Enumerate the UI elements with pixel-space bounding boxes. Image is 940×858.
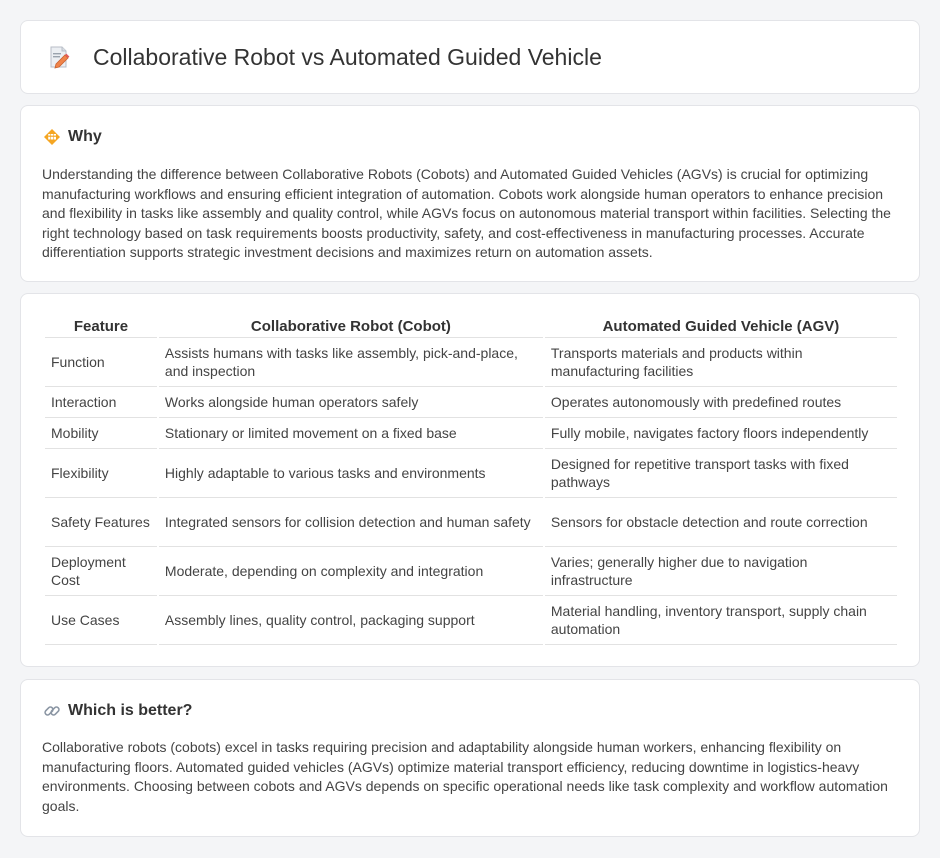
header-feature: Feature [45,316,157,338]
row-cobot: Highly adaptable to various tasks and environments [159,449,543,498]
row-agv: Operates autonomously with predefined routes [545,387,897,418]
row-agv: Varies; generally higher due to navigation infrastructure [545,547,897,596]
better-heading: Which is better? [68,702,193,719]
table-row [45,449,897,498]
header-cobot: Collaborative Robot (Cobot) [159,316,543,338]
row-feature: Deployment Cost [45,547,157,596]
title-card [20,20,920,94]
row-cobot: Assists humans with tasks like assembly, pick-and-place, and inspection [159,338,543,387]
row-agv: Fully mobile, navigates factory floors independently [545,418,897,449]
which-better-section [20,679,920,837]
row-agv: Transports materials and products within manufacturing facilities [545,338,897,387]
better-header [43,702,192,720]
row-feature: Interaction [45,387,157,418]
header-agv: Automated Guided Vehicle (AGV) [545,316,897,338]
why-paragraph: Understanding the difference between Collaborative Robots (Cobots) and Automated Guided Vehicles (AGVs) is crucial for optimizing manufacturing workflows and ensuring efficient integration of automation. Cobots work alongside human operators to enhance precision and flexibility in tasks like assembly and quality control, while AGVs focus on autonomous material transport within facilities. Selecting the right technology based on task requirements boosts productivity, safety, and cost-effectiveness in manufacturing processes. Accurate differentiation supports strategic investment decisions and maximizes return on automation assets. [42,166,891,261]
table-row [45,338,897,387]
row-feature: Use Cases [45,596,157,645]
table-row [45,387,897,418]
row-agv: Material handling, inventory transport, supply chain automation [545,596,897,645]
row-feature: Flexibility [45,449,157,498]
why-section [20,105,920,282]
warning-diamond-icon [43,128,61,146]
table-row [45,498,897,547]
row-feature: Function [45,338,157,387]
document-pencil-icon [47,45,71,69]
row-cobot: Works alongside human operators safely [159,387,543,418]
link-icon [43,702,61,720]
row-cobot: Moderate, depending on complexity and integration [159,547,543,596]
page-title: Collaborative Robot vs Automated Guided Vehicle [93,43,602,70]
comparison-table [43,316,899,645]
row-feature: Safety Features [45,498,157,547]
why-heading: Why [68,128,102,145]
table-header-row [45,316,897,338]
row-agv: Designed for repetitive transport tasks with fixed pathways [545,449,897,498]
better-paragraph: Collaborative robots (cobots) excel in tasks requiring precision and adaptability alongside human workers, enhancing flexibility on manufacturing floors. Automated guided vehicles (AGVs) optimize material transport efficiency, reducing downtime in logistics-heavy environments. Choosing between cobots and AGVs depends on specific operational needs like task complexity and workflow automation goals. [42,739,888,814]
row-feature: Mobility [45,418,157,449]
row-cobot: Integrated sensors for collision detection and human safety [159,498,543,547]
table-row [45,418,897,449]
comparison-section [20,293,920,667]
why-header [43,128,102,146]
table-row [45,547,897,596]
table-row [45,596,897,645]
row-cobot: Stationary or limited movement on a fixed base [159,418,543,449]
row-cobot: Assembly lines, quality control, packaging support [159,596,543,645]
row-agv: Sensors for obstacle detection and route correction [545,498,897,547]
